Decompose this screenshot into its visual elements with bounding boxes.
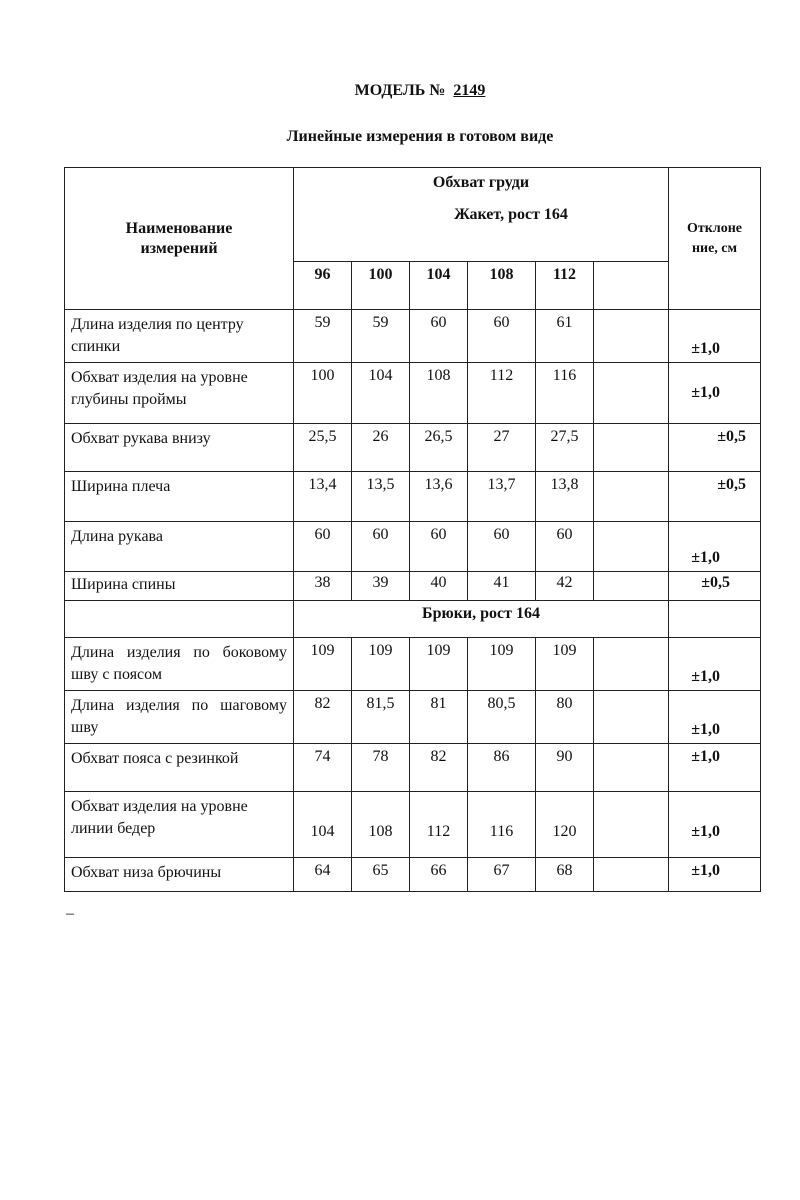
value-cell: 25,5	[294, 424, 352, 472]
value-cell: 60	[468, 522, 536, 572]
value-cell: 13,6	[410, 472, 468, 522]
value-cell: 60	[352, 522, 410, 572]
deviation-cell: ±1,0	[669, 858, 761, 892]
empty-cell	[65, 601, 294, 638]
value-cell: 27,5	[536, 424, 594, 472]
measurement-name: Длина рукава	[65, 522, 294, 572]
value-cell: 60	[294, 522, 352, 572]
measurement-name: Ширина спины	[65, 572, 294, 601]
value-cell: 116	[468, 792, 536, 858]
table-row	[65, 522, 761, 572]
empty-cell	[594, 472, 669, 522]
value-cell: 81,5	[352, 691, 410, 744]
table-row	[65, 744, 761, 792]
empty-cell	[594, 638, 669, 691]
empty-cell	[594, 424, 669, 472]
measurements-table	[64, 167, 761, 892]
deviation-cell: ±0,5	[669, 424, 761, 472]
jacket-section-label: Жакет, рост 164	[454, 206, 568, 223]
deviation-cell: ±0,5	[669, 472, 761, 522]
empty-cell	[594, 262, 669, 310]
value-cell: 108	[410, 363, 468, 424]
value-cell: 41	[468, 572, 536, 601]
measurement-name: Длина изделия по центру спинки	[65, 310, 294, 363]
size-cell: 108	[468, 262, 536, 310]
deviation-cell: ±0,5	[669, 572, 761, 601]
size-cell: 112	[536, 262, 594, 310]
value-cell: 38	[294, 572, 352, 601]
value-cell: 64	[294, 858, 352, 892]
table-row	[65, 472, 761, 522]
section-row	[65, 601, 761, 638]
empty-cell	[594, 792, 669, 858]
deviation-cell: ±1,0	[669, 310, 761, 363]
empty-cell	[594, 522, 669, 572]
measurement-name: Длина изделия по боковому шву с поясом	[65, 638, 294, 691]
value-cell: 112	[468, 363, 536, 424]
value-cell: 104	[294, 792, 352, 858]
table-row	[65, 858, 761, 892]
header-measurement-name: Наименование измерений	[65, 168, 294, 310]
value-cell: 82	[294, 691, 352, 744]
size-cell: 96	[294, 262, 352, 310]
value-cell: 82	[410, 744, 468, 792]
deviation-cell: ±1,0	[669, 792, 761, 858]
value-cell: 13,7	[468, 472, 536, 522]
value-cell: 13,4	[294, 472, 352, 522]
value-cell: 39	[352, 572, 410, 601]
trousers-section-label: Брюки, рост 164	[294, 601, 669, 638]
value-cell: 13,5	[352, 472, 410, 522]
value-cell: 116	[536, 363, 594, 424]
empty-cell	[594, 744, 669, 792]
measurement-name: Ширина плеча	[65, 472, 294, 522]
table-row	[65, 363, 761, 424]
value-cell: 80,5	[468, 691, 536, 744]
table-row	[65, 792, 761, 858]
page-subtitle: Линейные измерения в готовом виде	[286, 128, 554, 145]
value-cell: 86	[468, 744, 536, 792]
value-cell: 108	[352, 792, 410, 858]
empty-cell	[594, 858, 669, 892]
page-title	[0, 82, 800, 100]
table-row	[65, 691, 761, 744]
value-cell: 65	[352, 858, 410, 892]
value-cell: 42	[536, 572, 594, 601]
value-cell: 78	[352, 744, 410, 792]
value-cell: 59	[294, 310, 352, 363]
value-cell: 60	[410, 522, 468, 572]
table-row	[65, 638, 761, 691]
value-cell: 60	[536, 522, 594, 572]
value-cell: 40	[410, 572, 468, 601]
measurement-name: Обхват изделия на уровне линии бедер	[65, 792, 294, 858]
value-cell: 109	[294, 638, 352, 691]
value-cell: 112	[410, 792, 468, 858]
table-row	[65, 424, 761, 472]
value-cell: 109	[352, 638, 410, 691]
value-cell: 67	[468, 858, 536, 892]
value-cell: 13,8	[536, 472, 594, 522]
size-cell: 100	[352, 262, 410, 310]
value-cell: 81	[410, 691, 468, 744]
deviation-cell: ±1,0	[669, 744, 761, 792]
measurement-name: Обхват изделия на уровне глубины проймы	[65, 363, 294, 424]
table-row	[65, 572, 761, 601]
footer-mark: –	[66, 905, 74, 922]
title-prefix: МОДЕЛЬ №	[354, 82, 446, 99]
value-cell: 80	[536, 691, 594, 744]
measurement-name: Обхват пояса с резинкой	[65, 744, 294, 792]
value-cell: 109	[410, 638, 468, 691]
value-cell: 90	[536, 744, 594, 792]
value-cell: 104	[352, 363, 410, 424]
measurement-name: Длина изделия по шаговому шву	[65, 691, 294, 744]
value-cell: 59	[352, 310, 410, 363]
deviation-cell: ±1,0	[669, 691, 761, 744]
value-cell: 60	[410, 310, 468, 363]
value-cell: 74	[294, 744, 352, 792]
size-cell: 104	[410, 262, 468, 310]
table-row	[65, 310, 761, 363]
deviation-cell: ±1,0	[669, 522, 761, 572]
empty-cell	[594, 691, 669, 744]
model-number: 2149	[453, 82, 486, 99]
value-cell: 100	[294, 363, 352, 424]
empty-cell	[669, 601, 761, 638]
value-cell: 66	[410, 858, 468, 892]
measurement-name: Обхват рукава внизу	[65, 424, 294, 472]
empty-cell	[594, 572, 669, 601]
chest-label: Обхват груди	[432, 174, 530, 191]
value-cell: 61	[536, 310, 594, 363]
header-chest	[294, 168, 669, 262]
value-cell: 109	[536, 638, 594, 691]
value-cell: 109	[468, 638, 536, 691]
value-cell: 60	[468, 310, 536, 363]
value-cell: 26,5	[410, 424, 468, 472]
value-cell: 120	[536, 792, 594, 858]
empty-cell	[594, 310, 669, 363]
value-cell: 68	[536, 858, 594, 892]
deviation-cell: ±1,0	[669, 363, 761, 424]
value-cell: 27	[468, 424, 536, 472]
value-cell: 26	[352, 424, 410, 472]
header-deviation: Отклоне ние, см	[669, 168, 761, 310]
measurement-name: Обхват низа брючины	[65, 858, 294, 892]
deviation-cell: ±1,0	[669, 638, 761, 691]
empty-cell	[594, 363, 669, 424]
